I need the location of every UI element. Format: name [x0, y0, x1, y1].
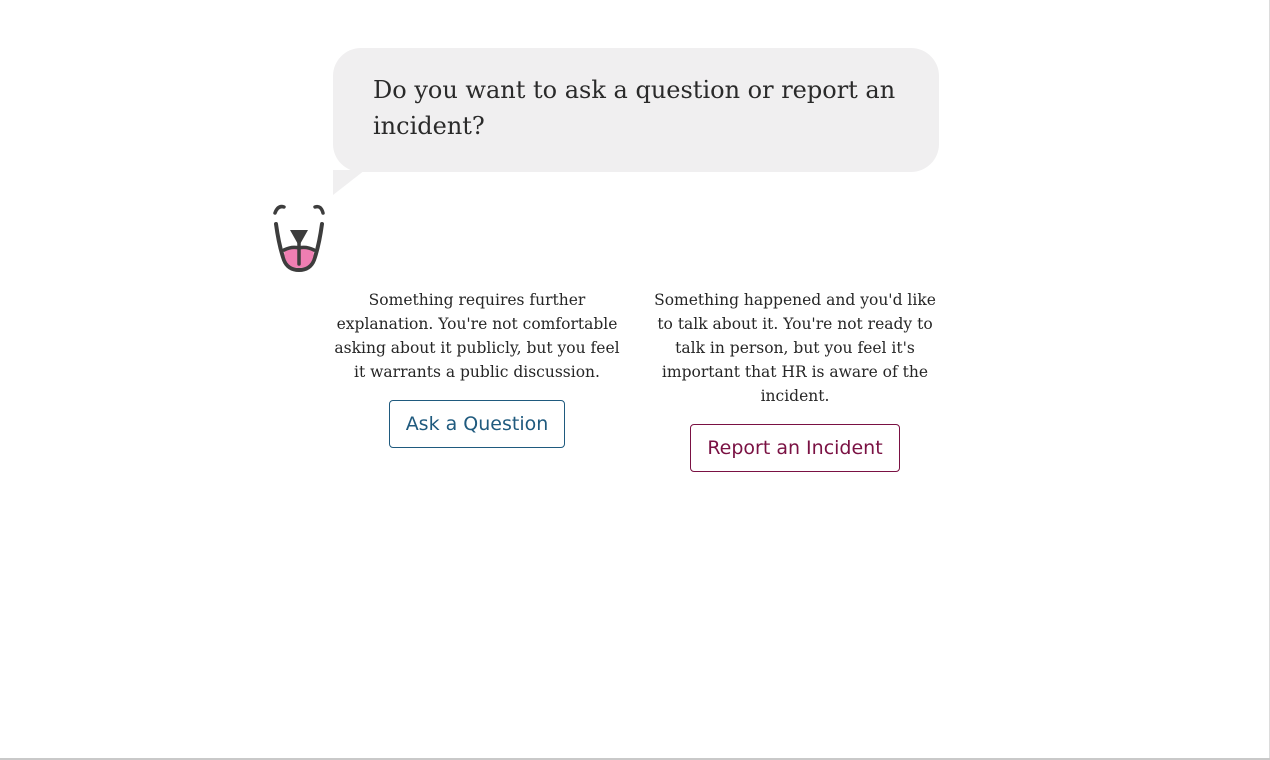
report-incident-button[interactable]: Report an Incident: [690, 424, 899, 472]
report-incident-description: Something happened and you'd like to talk about it. You're not ready to talk in person, but you feel it's important that HR is aware of the incident.: [654, 291, 936, 405]
ask-question-button[interactable]: Ask a Question: [389, 400, 566, 448]
ask-question-description: Something requires further explanation. You're not comfortable asking about it publicly, but you feel it warrants a public discussion.: [334, 291, 620, 381]
option-report-incident: [648, 288, 942, 472]
speech-bubble-tail: [333, 170, 365, 195]
option-ask-question: [330, 288, 624, 448]
speech-bubble: [333, 48, 939, 172]
prompt-question: Do you want to ask a question or report an incident?: [373, 76, 896, 140]
bear-mascot-icon: [270, 202, 328, 274]
